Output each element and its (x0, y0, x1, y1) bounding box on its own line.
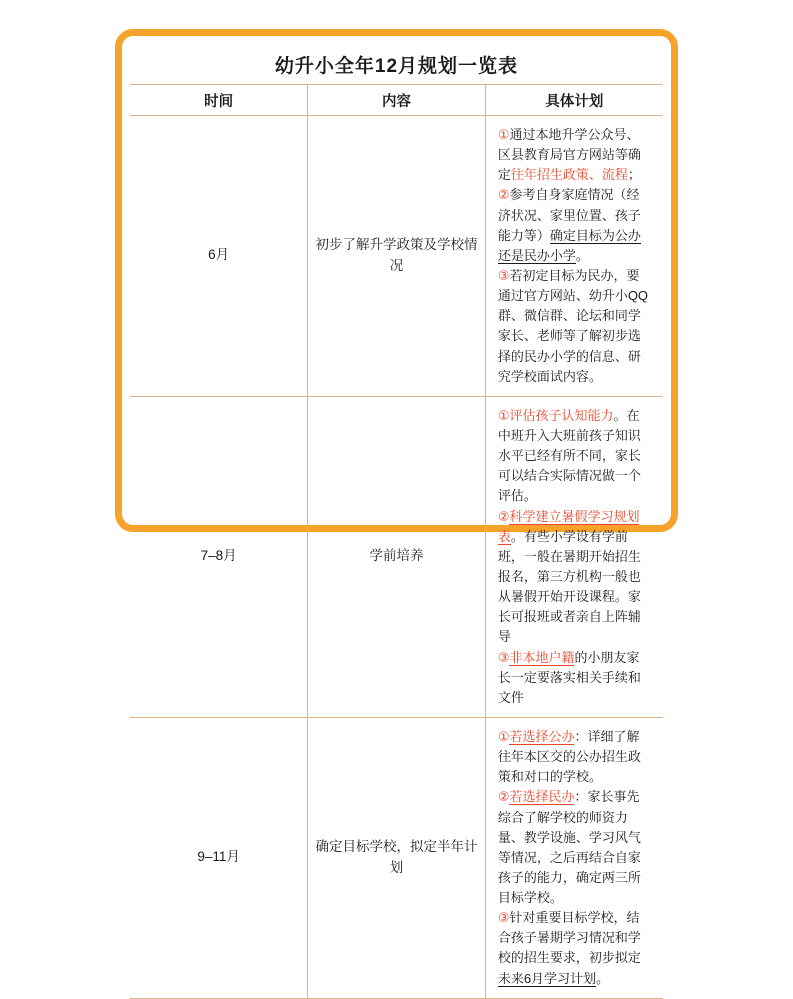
plan-item-text: ； (627, 167, 641, 183)
plan-item-text: 若选择公办 (509, 728, 575, 744)
row-content-3: 确定目标学校，拟定半年计划 (308, 717, 486, 998)
plan-item (498, 266, 651, 387)
plan-table (130, 44, 663, 999)
row-plan-2 (485, 396, 663, 717)
plan-item-text: 。有些小学设有学前班，一般在暑期开始招生报名，第三方机构一般也从暑假开始开设课程。家长可报班或者亲自上阵辅导 (497, 528, 641, 645)
plan-item (498, 125, 651, 185)
column-header-plan: 具体计划 (485, 85, 663, 116)
plan-item-text: ：详细了解往年本区交的公办招生政策和对口的学校。 (497, 728, 641, 785)
plan-item-marker: ① (497, 728, 510, 744)
plan-item-text: 若选择民办 (509, 789, 575, 805)
plan-item-text: 参考自身家庭情况（经济状况、家里位置、孩子能力等） (497, 187, 641, 243)
plan-item (498, 648, 651, 708)
table-row (130, 396, 663, 717)
plan-item (498, 727, 651, 787)
row-content-1: 初步了解升学政策及学校情况 (308, 116, 486, 397)
plan-item-text: 评估孩子认知能力 (509, 407, 614, 423)
plan-item-marker: ② (497, 187, 510, 203)
row-plan-3 (485, 717, 663, 998)
row-content-2: 学前培养 (308, 396, 486, 717)
plan-item (498, 507, 651, 648)
column-header-time: 时间 (130, 85, 308, 116)
column-header-content: 内容 (308, 85, 486, 116)
plan-item-text: 若初定目标为民办，要通过官方网站、幼升小QQ群、微信群、论坛和同学家长、老师等了解初步选择的民办小学的信息、研究学校面试内容。 (497, 267, 649, 384)
plan-item-text: 。 (596, 970, 610, 986)
plan-item-text: 。在中班升入大班前孩子知识水平已经有所不同，家长可以结合实际情况做一个评估。 (497, 407, 641, 504)
plan-item-text: ：家长事先综合了解学校的师资力量、教学设施、学习风气等情况，之后再结合自家孩子的能力，确定两三所目标学校。 (497, 789, 641, 906)
plan-item-marker: ① (497, 127, 510, 142)
plan-item-marker: ③ (497, 649, 510, 665)
plan-item-text: 科学建立暑假学习规划表 (497, 508, 640, 544)
plan-item-marker: ② (497, 789, 510, 805)
plan-item-text: 确定目标为公办还是民办小学 (497, 227, 641, 263)
row-time-3: 9–11月 (130, 717, 308, 998)
orange-frame (115, 29, 678, 986)
plan-item (498, 787, 651, 908)
plan-item-marker: ③ (497, 910, 510, 926)
plan-item-text: 针对重要目标学校，结合孩子暑期学习情况和学校的招生要求，初步拟定 (497, 910, 641, 966)
plan-item (498, 185, 651, 266)
plan-item-text: 。 (575, 247, 589, 263)
plan-item-marker: ③ (497, 267, 510, 283)
plan-item-marker: ① (497, 407, 510, 423)
plan-item-marker: ② (497, 508, 510, 524)
row-time-1: 6月 (130, 116, 308, 397)
plan-item (498, 406, 651, 507)
row-time-2: 7–8月 (130, 396, 308, 717)
row-plan-1 (485, 116, 663, 397)
plan-item-text: 通过本地升学公众号、区县教育局官方网站等确定 (497, 127, 641, 183)
table-row (130, 717, 663, 998)
header-row (130, 85, 663, 116)
page-title: 幼升小全年12月规划一览表 (130, 44, 663, 85)
plan-item (498, 908, 651, 989)
table-row (130, 116, 663, 397)
plan-item-text: 往年招生政策、流程 (510, 167, 628, 183)
title-row (130, 44, 663, 85)
plan-item-text: 非本地户籍 (509, 649, 575, 665)
plan-item-text: 的小朋友家长一定要落实相关手续和文件 (497, 649, 641, 705)
plan-item-text: 未来6月学习计划 (497, 970, 597, 986)
table-container (130, 44, 663, 986)
